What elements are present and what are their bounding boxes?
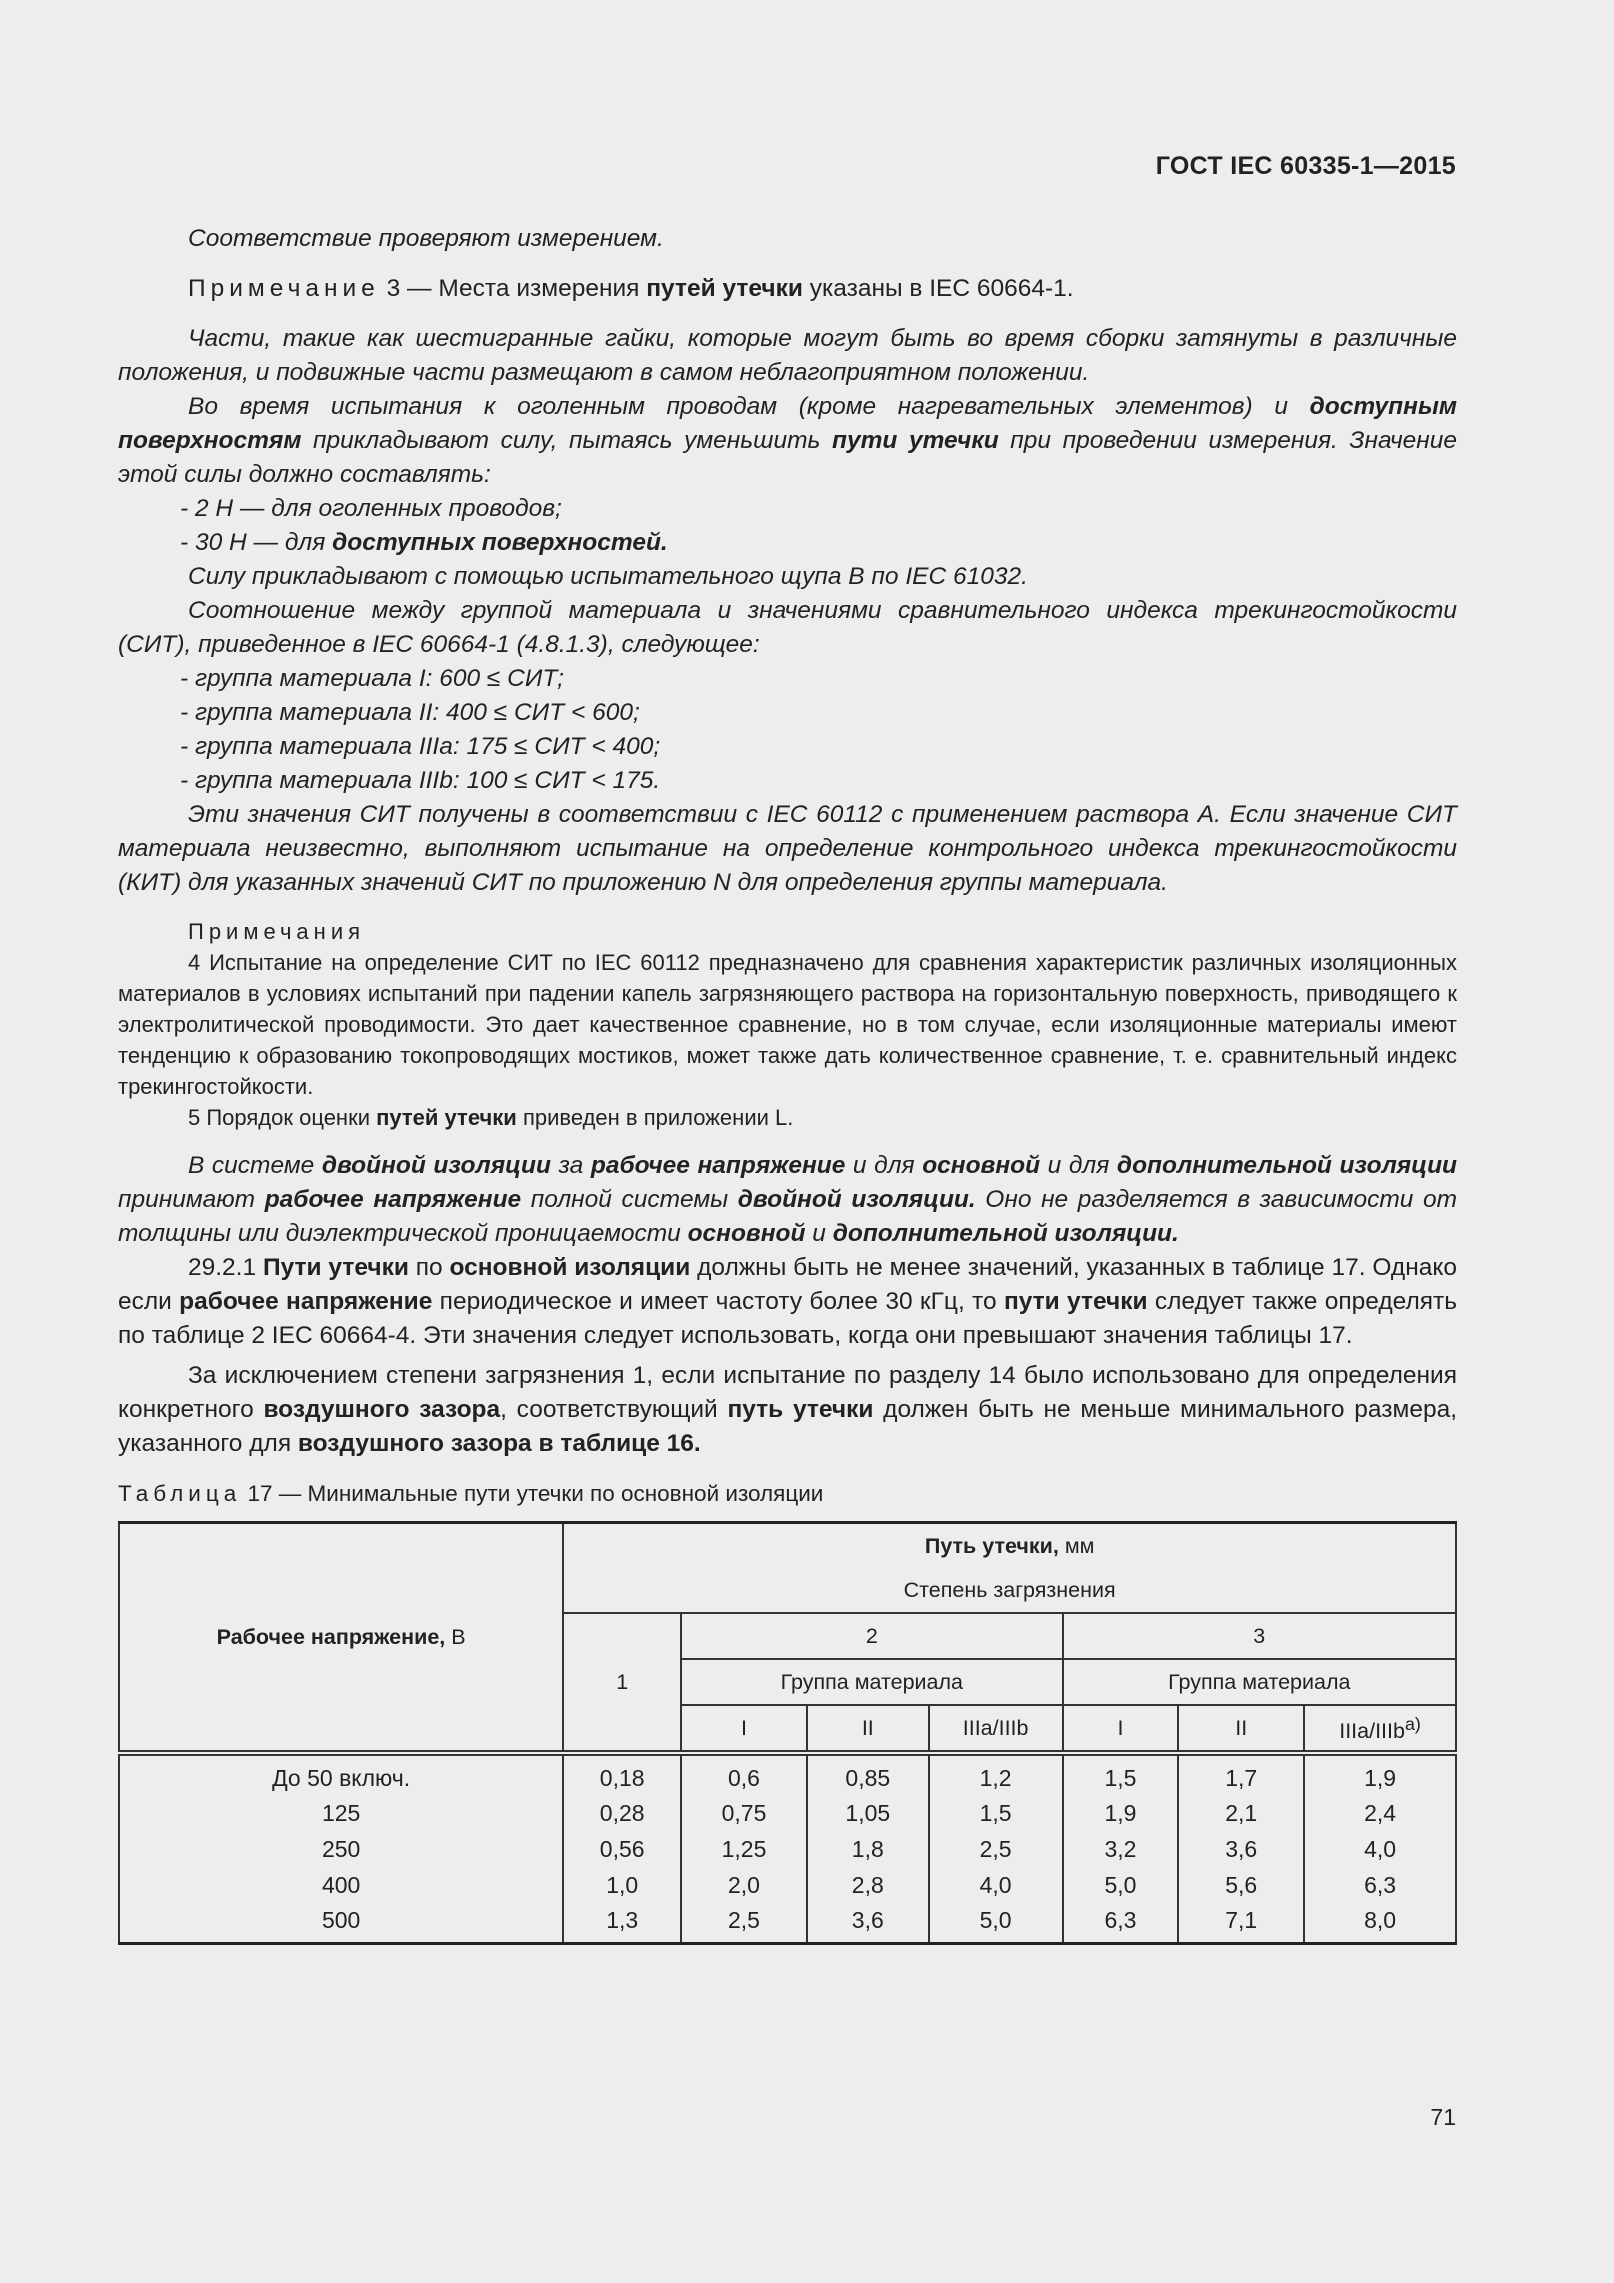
- header-group-i: I: [681, 1705, 807, 1753]
- term: дополнительной изоляции.: [832, 1220, 1179, 1247]
- cell-value: 1,2: [929, 1753, 1063, 1796]
- text-run: За исключением степени загрязнения 1, если испытание по разделу 14 было использовано для определения конкретного: [118, 1362, 1457, 1423]
- cell-value: 0,75: [681, 1796, 807, 1832]
- term: путь утечки: [727, 1396, 874, 1423]
- note-text: Места измерения: [438, 275, 647, 302]
- cell-voltage: 125: [119, 1796, 563, 1832]
- paragraph-parts: Части, такие как шестигранные гайки, которые могут быть во время сборки затянуты в различные положения, и подвижные части размещают в самом неблагоприятном положении.: [118, 325, 1457, 386]
- text-run: должны быть не менее значений, указанных в таблице 17. Однако если: [118, 1254, 1457, 1315]
- term: основной: [687, 1220, 806, 1247]
- notes-label: Примечания: [188, 919, 366, 944]
- cell-value: 5,0: [1063, 1867, 1179, 1903]
- header-pollution-degree: Степень загрязнения: [563, 1568, 1456, 1613]
- text-run: - 30 Н — для: [180, 529, 333, 556]
- list-item-group-3: - группа материала IIIa: 175 ≤ СИТ < 400;: [180, 733, 661, 760]
- cell-value: 0,85: [807, 1753, 929, 1796]
- text-run: приведен в приложении L.: [516, 1105, 794, 1130]
- term: рабочее напряжение: [264, 1186, 522, 1213]
- standard-header: ГОСТ IEC 60335-1—2015: [1155, 152, 1456, 180]
- note-text: указаны в IEC 60664-1.: [802, 275, 1074, 302]
- paragraph-double-insulation: [118, 1149, 1457, 1251]
- header-unit: В: [445, 1625, 466, 1649]
- notes-block: [118, 916, 1457, 1133]
- text-run: по: [408, 1254, 450, 1281]
- cell-value: 1,05: [807, 1796, 929, 1832]
- header-material-group: Группа материала: [681, 1659, 1062, 1705]
- note-4: 4 Испытание на определение СИТ по IEC 60112 предназначено для сравнения характеристик различных изоляционных материалов в условиях испытаний при падении капель загрязняющего раствора на горизонтальную поверхность, приводящего к электролитической проводимости. Это дает качественное сравнение, но в том случае, если изоляционные материалы имеют тенденцию к образованию токопроводящих мостиков, может также дать количественное сравнение, т. е. сравнительный индекс трекингостойкости.: [118, 950, 1457, 1099]
- term: двойной изоляции.: [737, 1186, 976, 1213]
- list-item-force-1: - 2 Н — для оголенных проводов;: [180, 495, 562, 522]
- caption-label: Таблица: [118, 1481, 242, 1506]
- cell-value: 1,5: [1063, 1753, 1179, 1796]
- header-text: Путь утечки,: [924, 1534, 1059, 1558]
- cell-value: 0,18: [563, 1753, 681, 1796]
- header-group-iii: [1304, 1705, 1456, 1753]
- paragraph-cti-values: Эти значения СИТ получены в соответствии с IEC 60112 с применением раствора А. Если значение СИТ материала неизвестно, выполняют испытание на определение контрольного индекса трекингостойкости (КИТ) для указанных значений СИТ по приложению N для определения группы материала.: [118, 801, 1457, 896]
- table-row: [119, 1796, 1456, 1832]
- text-run: следует также определять по таблице 2 IEC 60664-4. Эти значения следует использовать, когда они превышают значения таблицы 17.: [118, 1288, 1457, 1349]
- term: путей утечки: [376, 1105, 517, 1130]
- header-working-voltage: [119, 1523, 563, 1754]
- cell-voltage: До 50 включ.: [119, 1753, 563, 1796]
- cell-value: 8,0: [1304, 1902, 1456, 1943]
- cell-value: 3,2: [1063, 1831, 1179, 1867]
- cell-value: 3,6: [807, 1902, 929, 1943]
- paragraph-test-force: [118, 390, 1457, 492]
- creepage-table: [118, 1521, 1457, 1945]
- cell-value: 2,5: [929, 1831, 1063, 1867]
- header-material-group: Группа материала: [1063, 1659, 1456, 1705]
- paragraph-ratio: Соотношение между группой материала и значениями сравнительного индекса трекингостойкости (СИТ), приведенное в IEC 60664-1 (4.8.1.3), следующее:: [118, 597, 1457, 658]
- text-run: при проведении измерения. Значение этой силы должно составлять:: [118, 427, 1457, 488]
- term: основной: [922, 1152, 1041, 1179]
- cell-value: 2,1: [1178, 1796, 1304, 1832]
- term: рабочее напряжение: [590, 1152, 846, 1179]
- text-run: должен быть не меньше минимального размера, указанного для: [118, 1396, 1458, 1457]
- cell-value: 2,0: [681, 1867, 807, 1903]
- text-run: Во время испытания к оголенным проводам (кроме нагревательных элементов) и: [188, 393, 1310, 420]
- text-run: полной системы: [521, 1186, 738, 1213]
- cell-value: 1,5: [929, 1796, 1063, 1832]
- header-unit: мм: [1058, 1534, 1095, 1558]
- cell-value: 0,28: [563, 1796, 681, 1832]
- cell-value: 2,5: [681, 1902, 807, 1943]
- text-run: и для: [1040, 1152, 1117, 1179]
- paragraph-compliance: Соответствие проверяют измерением.: [188, 225, 664, 252]
- paragraph-probe: Силу прикладывают с помощью испытательного щупа В по IEC 61032.: [188, 563, 1028, 590]
- table-row: [119, 1753, 1456, 1796]
- term: воздушного зазора в таблице 16.: [297, 1430, 701, 1457]
- table-row: [119, 1831, 1456, 1867]
- cell-value: 2,4: [1304, 1796, 1456, 1832]
- note-5: [118, 1102, 1457, 1133]
- note-number: 3 —: [386, 275, 432, 302]
- header-group-ii: II: [1178, 1705, 1304, 1753]
- cell-value: 1,3: [563, 1902, 681, 1943]
- text-run: 5 Порядок оценки: [188, 1105, 377, 1130]
- term: пути утечки: [832, 427, 999, 454]
- term: рабочее напряжение: [179, 1288, 433, 1315]
- cell-value: 1,0: [563, 1867, 681, 1903]
- note-3: [118, 272, 1457, 306]
- text-run: и: [805, 1220, 833, 1247]
- cell-value: 0,56: [563, 1831, 681, 1867]
- term: Пути утечки: [262, 1254, 409, 1281]
- cell-value: 1,9: [1304, 1753, 1456, 1796]
- cell-voltage: 250: [119, 1831, 563, 1867]
- cell-value: 6,3: [1063, 1902, 1179, 1943]
- text-run: , соответствующий: [500, 1396, 728, 1423]
- paragraph-exception: [118, 1359, 1457, 1461]
- list-item-force-2: [118, 526, 1457, 560]
- page-content: [118, 222, 1457, 1945]
- cell-voltage: 400: [119, 1867, 563, 1903]
- text-run: Оно не разделяется в зависимости от толщины или диэлектрической проницаемости: [118, 1186, 1458, 1247]
- footnote-ref: a): [1404, 1714, 1421, 1735]
- table-row: [119, 1902, 1456, 1943]
- note-term: путей утечки: [646, 275, 803, 302]
- clause-29-2-1: [118, 1251, 1457, 1353]
- text-run: принимают: [118, 1186, 265, 1213]
- table-caption: [118, 1477, 1457, 1511]
- cell-value: 1,8: [807, 1831, 929, 1867]
- text-run: В системе: [188, 1152, 322, 1179]
- text-run: периодическое и имеет частоту более 30 кГц, то: [432, 1288, 1004, 1315]
- header-pollution-1: 1: [563, 1613, 681, 1753]
- cell-value: 3,6: [1178, 1831, 1304, 1867]
- cell-value: 7,1: [1178, 1902, 1304, 1943]
- cell-value: 1,25: [681, 1831, 807, 1867]
- list-item-group-4: - группа материала IIIb: 100 ≤ СИТ < 175.: [180, 767, 661, 794]
- term: воздушного зазора: [263, 1396, 501, 1423]
- cell-value: 5,6: [1178, 1867, 1304, 1903]
- cell-value: 2,8: [807, 1867, 929, 1903]
- term: основной изоляции: [449, 1254, 691, 1281]
- list-item-group-2: - группа материала II: 400 ≤ СИТ < 600;: [180, 699, 640, 726]
- text-run: и для: [845, 1152, 923, 1179]
- cell-value: 1,9: [1063, 1796, 1179, 1832]
- text-run: прикладывают силу, пытаясь уменьшить: [301, 427, 833, 454]
- header-group-i: I: [1063, 1705, 1179, 1753]
- term: двойной изоляции: [321, 1152, 551, 1179]
- cell-value: 4,0: [1304, 1831, 1456, 1867]
- page-number: 71: [1430, 2104, 1456, 2130]
- header-creepage: [563, 1523, 1456, 1569]
- header-text: Рабочее напряжение,: [216, 1625, 446, 1649]
- header-pollution-3: 3: [1063, 1613, 1456, 1659]
- list-item-group-1: - группа материала I: 600 ≤ СИТ;: [180, 665, 564, 692]
- caption-text: 17 — Минимальные пути утечки по основной изоляции: [241, 1481, 824, 1506]
- term: дополнительной изоляции: [1116, 1152, 1457, 1179]
- text-run: за: [550, 1152, 591, 1179]
- term: доступных поверхностей.: [332, 529, 668, 556]
- cell-voltage: 500: [119, 1902, 563, 1943]
- cell-value: 0,6: [681, 1753, 807, 1796]
- term: пути утечки: [1003, 1288, 1148, 1315]
- header-pollution-2: 2: [681, 1613, 1062, 1659]
- header-group-ii: II: [807, 1705, 929, 1753]
- header-text: IIIa/IIIb: [1339, 1719, 1405, 1744]
- header-group-iii: IIIa/IIIb: [929, 1705, 1063, 1753]
- cell-value: 4,0: [929, 1867, 1063, 1903]
- cell-value: 1,7: [1178, 1753, 1304, 1796]
- table-row: [119, 1867, 1456, 1903]
- cell-value: 5,0: [929, 1902, 1063, 1943]
- term: доступным поверхностям: [118, 393, 1457, 454]
- note-label: Примечание: [188, 275, 380, 302]
- clause-number: 29.2.1: [188, 1254, 263, 1281]
- cell-value: 6,3: [1304, 1867, 1456, 1903]
